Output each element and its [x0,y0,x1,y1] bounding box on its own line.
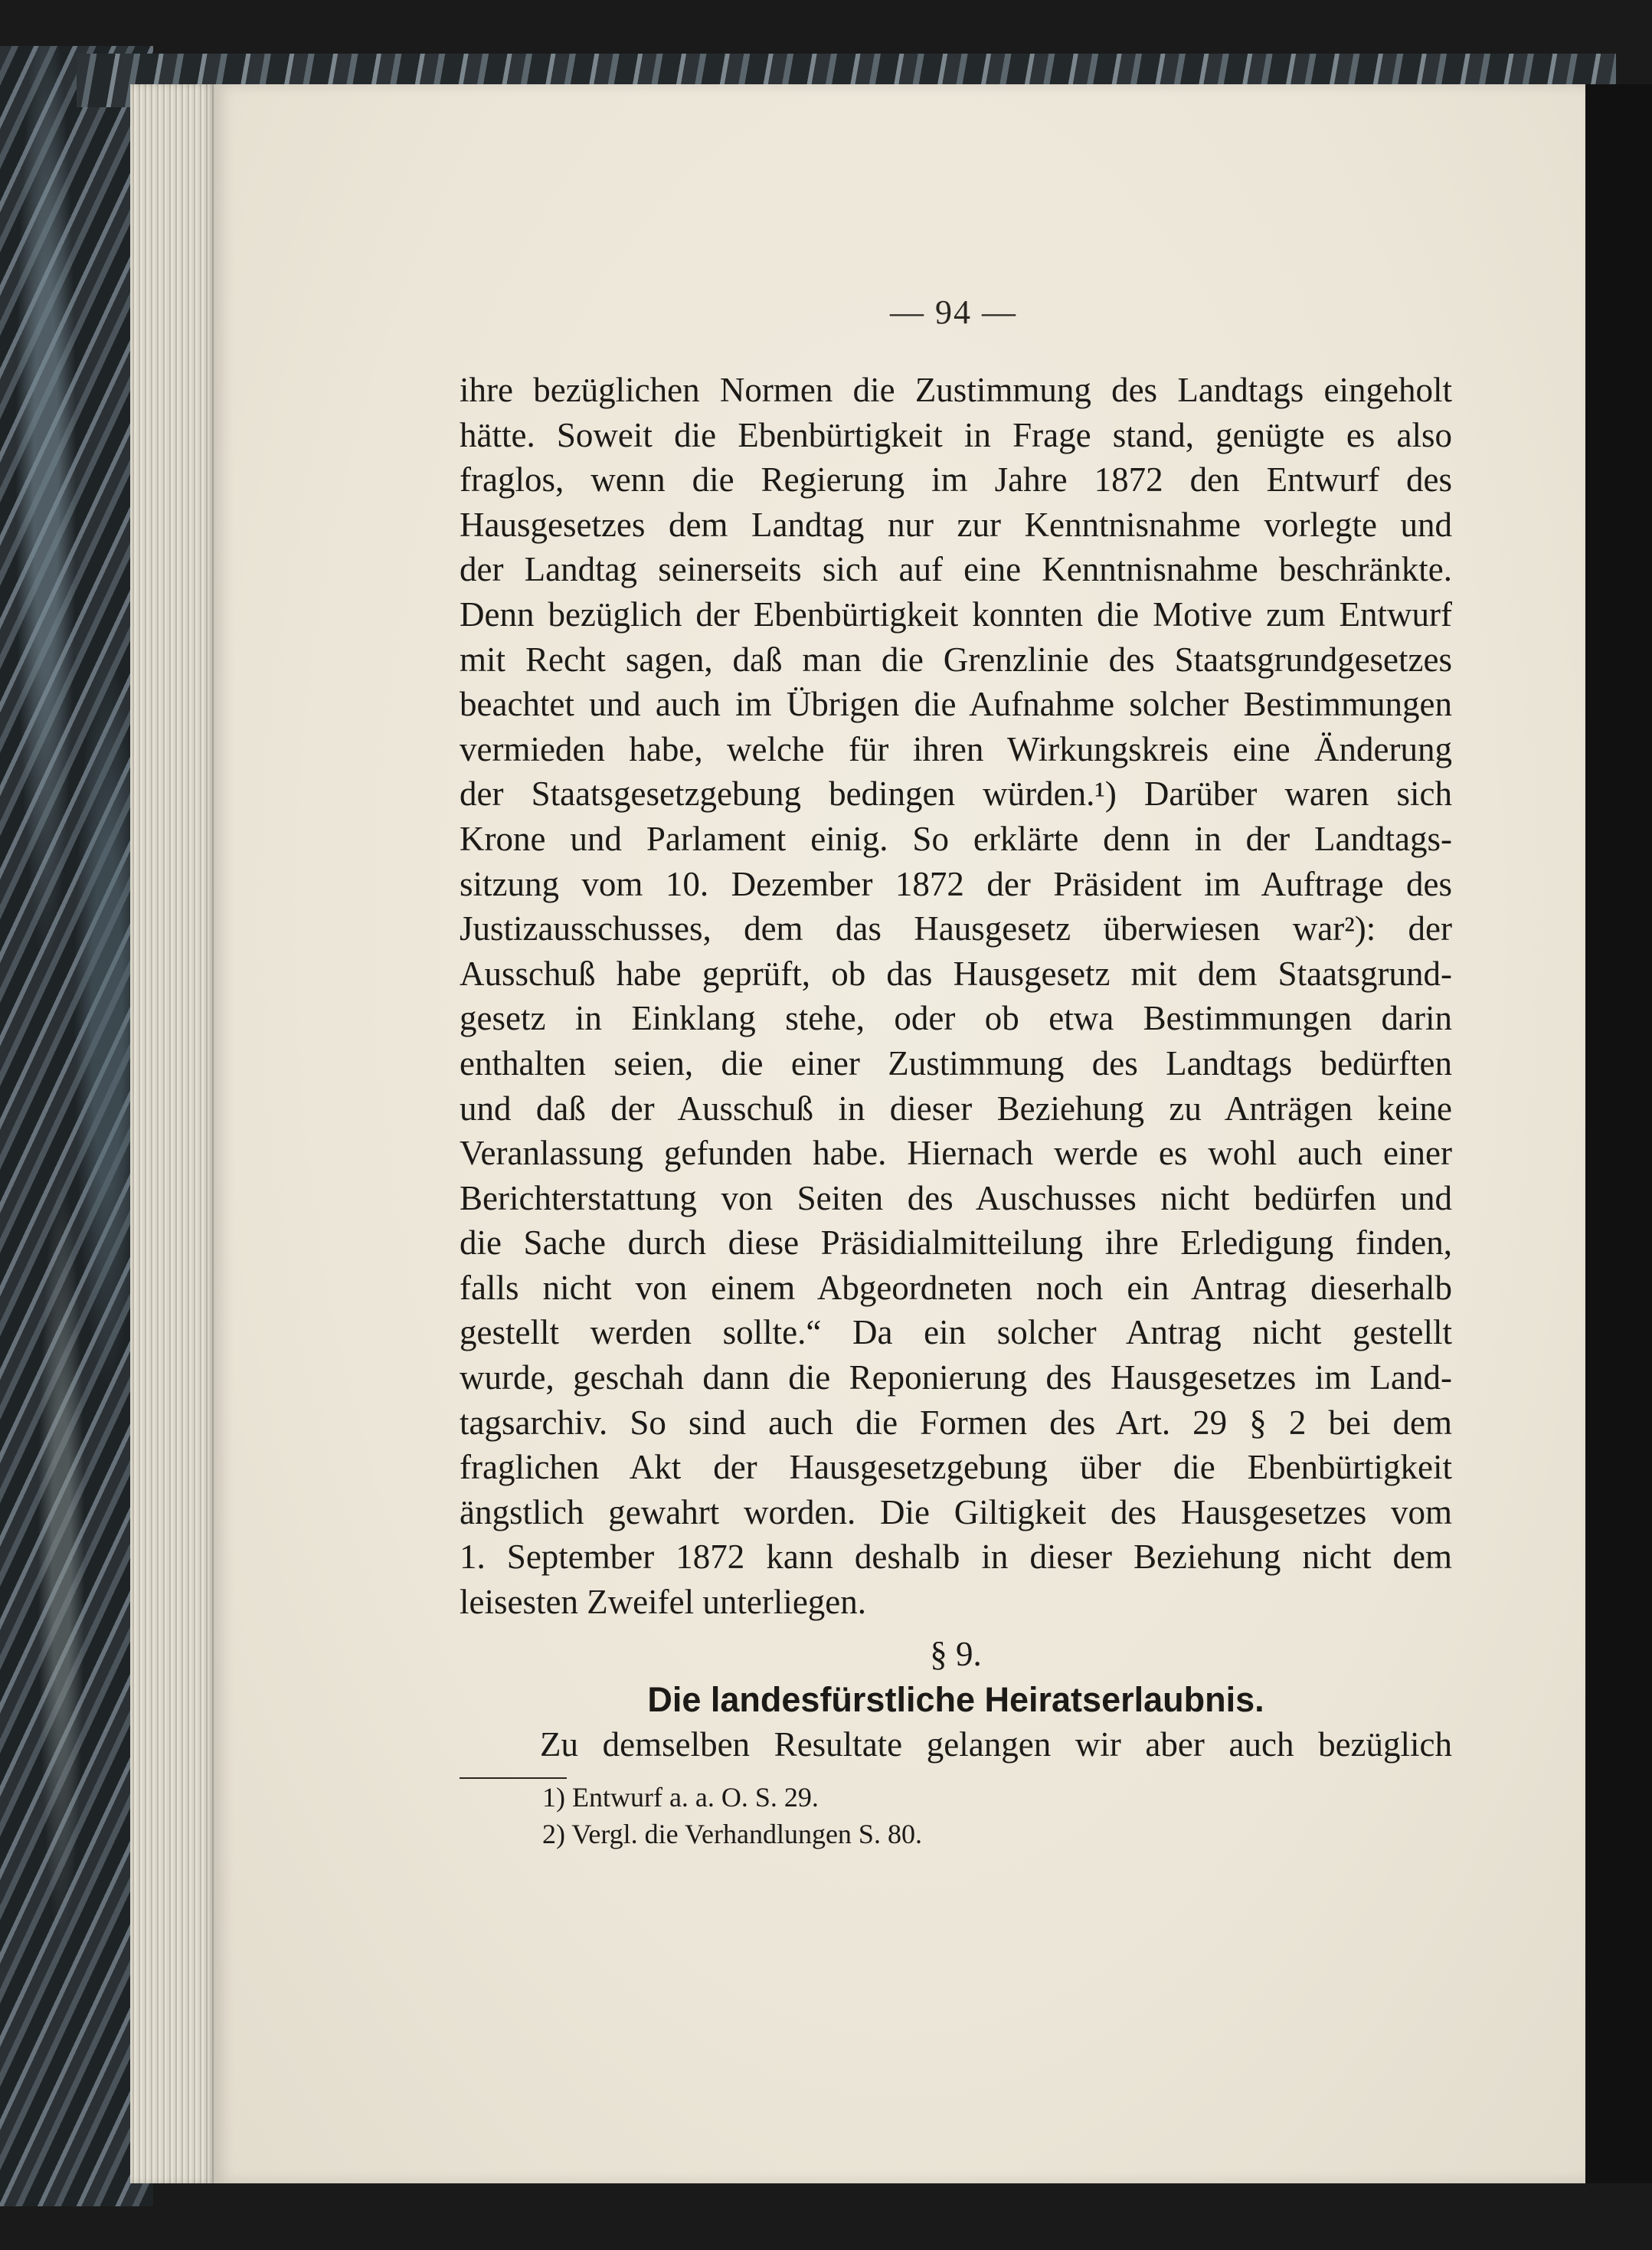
page-stack-edges [130,84,214,2183]
body-line: mit Recht sagen, daß man die Grenzlinie des Staatsgrundgesetzes [460,640,1452,679]
footnote: 1) Entwurf a. a. O. S. 29. [542,1782,819,1813]
body-text [460,368,1452,1625]
body-line: falls nicht von einem Abgeordneten noch ein Antrag dieserhalb [460,1268,1452,1307]
page-number: — 94 — [890,293,1017,331]
body-line: Krone und Parlament einig. So erklärte denn in der Landtags- [460,819,1452,858]
body-line: Hausgesetzes dem Landtag nur zur Kenntnisnahme vorlegte und [460,505,1452,544]
body-line: tagsarchiv. So sind auch die Formen des Art. 29 § 2 bei dem [460,1403,1452,1442]
body-line: sitzung vom 10. Dezember 1872 der Präsident im Auftrage des [460,864,1452,903]
body-line: 1. September 1872 kann deshalb in dieser Beziehung nicht dem [460,1538,1452,1577]
body-line: gestellt werden sollte.“ Da ein solcher Antrag nicht gestellt [460,1313,1452,1352]
body-line: Berichterstattung von Seiten des Auschusses nicht bedürfen und [460,1178,1452,1217]
body-line: der Staatsgesetzgebung bedingen würden.¹) Darüber waren sich [460,775,1452,814]
body-line: Justizausschusses, dem das Hausgesetz überwiesen war²): der [460,909,1452,948]
body-line: fraglos, wenn die Regierung im Jahre 1872 den Entwurf des [460,460,1452,499]
continuation-line: Zu demselben Resultate gelangen wir aber auch bezüglich [540,1725,1452,1764]
section-number: § 9. [930,1635,982,1673]
body-line: beachtet und auch im Übrigen die Aufnahme solcher Bestimmungen [460,685,1452,724]
body-line: und daß der Ausschuß in dieser Beziehung zu Anträgen keine [460,1089,1452,1128]
body-line: ihre bezüglichen Normen die Zustimmung des Landtags eingeholt [460,371,1452,409]
footnotes [542,1779,1308,1852]
footnote: 2) Vergl. die Verhandlungen S. 80. [542,1819,922,1849]
section-heading: Die landesfürstliche Heiratserlaubnis. [647,1680,1264,1719]
body-line: ängstlich gewahrt worden. Die Giltigkeit des Hausgesetzes vom [460,1492,1452,1531]
body-line: Denn bezüglich der Ebenbürtigkeit konnten die Motive zum Entwurf [460,594,1452,634]
body-line: Veranlassung gefunden habe. Hiernach werde es wohl auch einer [460,1134,1452,1173]
body-line: Ausschuß habe geprüft, ob das Hausgesetz mit dem Staatsgrund- [460,954,1452,993]
body-line: die Sache durch diese Präsidialmitteilung ihre Erledigung finden, [460,1223,1452,1263]
body-line: enthalten seien, die einer Zustimmung des Landtags bedürften [460,1043,1452,1082]
body-line: hätte. Soweit die Ebenbürtigkeit in Frage stand, genügte es also [460,415,1452,454]
body-line: der Landtag seinerseits sich auf eine Kenntnisnahme beschränkte. [460,550,1452,589]
body-line: wurde, geschah dann die Reponierung des Hausgesetzes im Land- [460,1358,1452,1397]
body-line: vermieden habe, welche für ihren Wirkungskreis eine Änderung [460,729,1452,768]
body-line: leisesten Zweifel unterliegen. [460,1583,867,1622]
body-line: gesetz in Einklang stehe, oder ob etwa Bestimmungen darin [460,999,1452,1038]
body-line: fraglichen Akt der Hausgesetzgebung über die Ebenbürtigkeit [460,1448,1452,1487]
